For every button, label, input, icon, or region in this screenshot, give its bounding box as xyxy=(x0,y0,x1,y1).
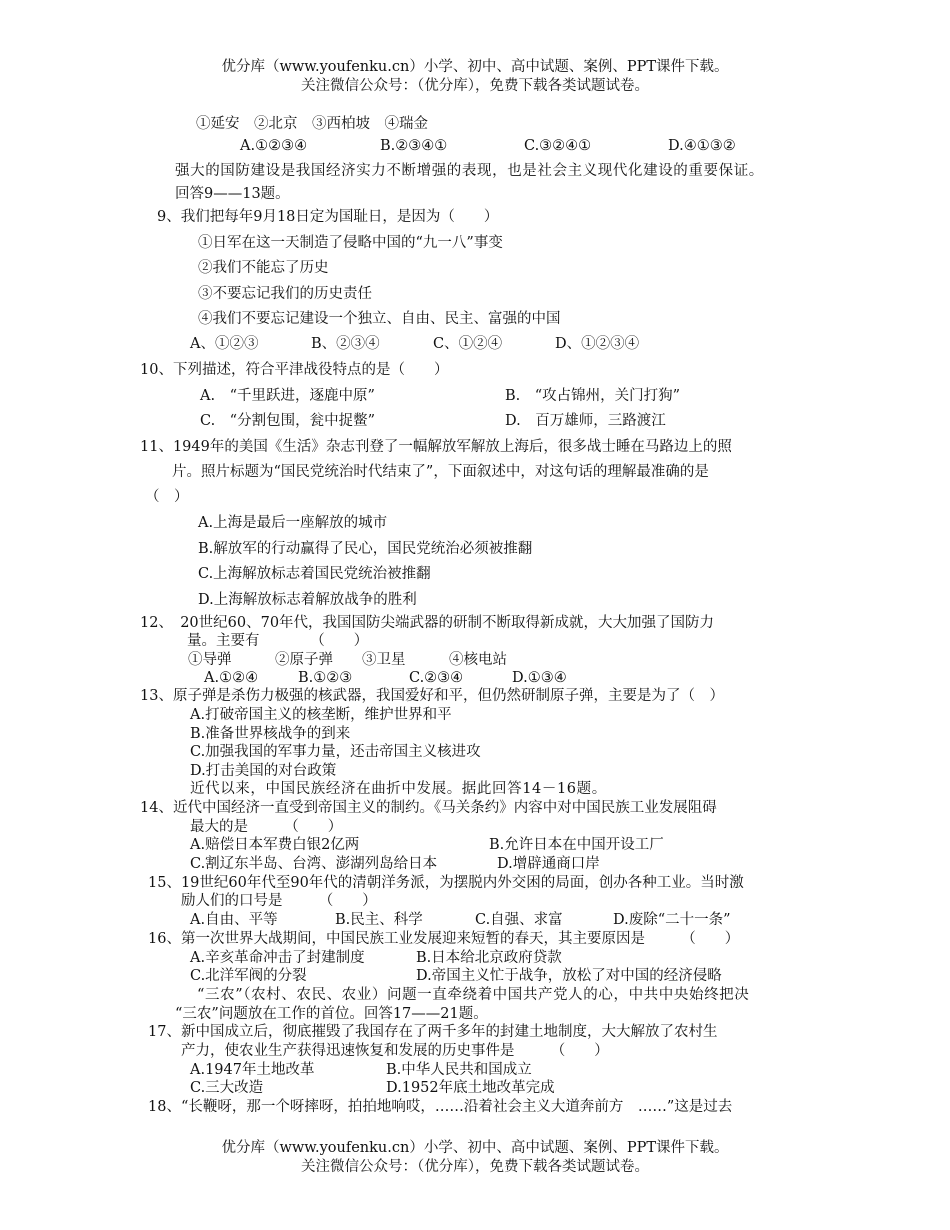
question-18-stem: 18、“长鞭呀，那一个呀摔呀，拍拍地响哎，……沿着社会主义大道奔前方 ……”这是过去 xyxy=(148,1099,733,1115)
question-12-option-c: C.②③④ xyxy=(409,670,464,686)
question-9-item-1: ①日军在这一天制造了侵略中国的“九一八”事变 xyxy=(198,235,503,251)
question-12-option-a: A.①②④ xyxy=(204,670,259,686)
question-14-stem-line-1: 14、近代中国经济一直受到帝国主义的制约。《马关条约》内容中对中国民族工业发展阻碍 xyxy=(140,800,717,816)
top-option-a: A.①②③④ xyxy=(240,138,308,154)
top-option-d: D.④①③② xyxy=(668,138,736,154)
question-11-option-d: D.上海解放标志着解放战争的胜利 xyxy=(198,592,417,608)
question-9-stem: 9、我们把每年9月18日定为国耻日，是因为（ ） xyxy=(157,209,499,225)
question-9-option-c: C、①②④ xyxy=(433,336,503,352)
top-option-b: B.②③④① xyxy=(380,138,448,154)
question-16-stem: 16、第一次世界大战期间，中国民族工业发展迎来短暂的春天，其主要原因是 （ ） xyxy=(148,931,740,947)
question-9-option-b: B、②③④ xyxy=(311,336,380,352)
intro-14-16: 近代以来，中国民族经济在曲折中发展。据此回答14－16题。 xyxy=(190,781,607,797)
question-11-option-c: C.上海解放标志着国民党统治被推翻 xyxy=(198,566,431,582)
question-17-option-b: B.中华人民共和国成立 xyxy=(386,1062,532,1078)
question-15-option-c: C.自强、求富 xyxy=(475,912,563,928)
top-items: ①延安 ②北京 ③西柏坡 ④瑞金 xyxy=(196,116,428,132)
question-9-option-d: D、①②③④ xyxy=(555,336,640,352)
question-12-items: ①导弹 ②原子弹 ③卫星 ④核电站 xyxy=(188,652,507,668)
question-9-item-2: ②我们不能忘了历史 xyxy=(198,260,329,276)
question-16-option-d: D.帝国主义忙于战争，放松了对中国的经济侵略 xyxy=(416,968,722,984)
page-header-line-1: 优分库（www.youfenku.cn）小学、初中、高中试题、案例、PPT课件下载。 xyxy=(221,59,729,75)
question-14-option-a: A.赔偿日本军费白银2亿两 xyxy=(190,837,360,853)
question-9-option-a: A、①②③ xyxy=(190,336,259,352)
intro-9-13-line-1: 强大的国防建设是我国经济实力不断增强的表现，也是社会主义现代化建设的重要保证。 xyxy=(175,163,764,179)
question-17-stem-line-1: 17、新中国成立后，彻底摧毁了我国存在了两千多年的封建土地制度，大大解放了农村生 xyxy=(148,1024,718,1040)
question-15-option-d: D.废除“二十一条” xyxy=(613,912,731,928)
question-10-stem: 10、下列描述，符合平津战役特点的是（ ） xyxy=(140,362,449,378)
question-9-item-3: ③不要忘记我们的历史责任 xyxy=(198,286,372,302)
question-10-option-c: C. “分割包围，瓮中捉鳖” xyxy=(200,413,376,429)
question-13-stem: 13、原子弹是杀伤力极强的核武器，我国爱好和平，但仍然研制原子弹，主要是为了（ ） xyxy=(140,688,724,704)
question-15-option-a: A.自由、平等 xyxy=(190,912,278,928)
question-11-stem-line-1: 11、1949年的美国《生活》杂志刊登了一幅解放军解放上海后，很多战士睡在马路边上的照 xyxy=(140,439,732,455)
page-header-line-2: 关注微信公众号：（优分库），免费下载各类试题试卷。 xyxy=(301,78,649,94)
page-footer-line-2: 关注微信公众号：（优分库），免费下载各类试题试卷。 xyxy=(301,1159,649,1175)
question-17-stem-line-2: 产力，使农业生产获得迅速恢复和发展的历史事件是 （ ） xyxy=(181,1043,609,1059)
question-12-stem-line-1: 12、 20世纪60、70年代，我国国防尖端武器的研制不断取得新成就，大大加强了国防力 xyxy=(140,615,715,631)
question-11-stem-line-3: （ ） xyxy=(145,489,189,505)
question-14-option-c: C.割辽东半岛、台湾、澎湖列岛给日本 xyxy=(190,856,438,872)
question-17-option-d: D.1952年底土地改革完成 xyxy=(386,1080,555,1096)
question-15-stem-line-1: 15、19世纪60年代至90年代的清朝洋务派，为摆脱内外交困的局面，创办各种工业。当时激 xyxy=(148,875,744,891)
question-14-option-d: D.增辟通商口岸 xyxy=(497,856,600,872)
question-14-stem-line-2: 最大的是 （ ） xyxy=(190,819,343,835)
question-10-option-b: B. “攻占锦州，关门打狗” xyxy=(505,388,681,404)
question-17-option-a: A.1947年土地改革 xyxy=(190,1062,315,1078)
intro-9-13-line-2: 回答9——13题。 xyxy=(175,186,290,202)
intro-17-21-line-1: “三农”（农村、农民、农业）问题一直牵绕着中国共产党人的心，中共中央始终把决 xyxy=(197,987,750,1003)
question-16-option-c: C.北洋军阀的分裂 xyxy=(190,968,307,984)
question-11-stem-line-2: 片。照片标题为“国民党统治时代结束了”，下面叙述中，对这句话的理解最准确的是 xyxy=(172,464,709,480)
question-10-option-a: A. “千里跃进，逐鹿中原” xyxy=(200,388,375,404)
question-11-option-a: A.上海是最后一座解放的城市 xyxy=(198,515,388,531)
top-option-c: C.③②④① xyxy=(524,138,592,154)
question-14-option-b: B.允许日本在中国开设工厂 xyxy=(489,837,664,853)
question-17-option-c: C.三大改造 xyxy=(190,1080,264,1096)
question-12-stem-line-2: 量。主要有 （ ） xyxy=(187,633,369,649)
question-9-item-4: ④我们不要忘记建设一个独立、自由、民主、富强的中国 xyxy=(198,311,561,327)
question-16-option-b: B.日本给北京政府贷款 xyxy=(416,950,562,966)
question-12-option-b: B.①②③ xyxy=(298,670,353,686)
page-footer-line-1: 优分库（www.youfenku.cn）小学、初中、高中试题、案例、PPT课件下载。 xyxy=(221,1140,729,1156)
question-13-option-c: C.加强我国的军事力量，还击帝国主义核进攻 xyxy=(190,744,481,760)
intro-17-21-line-2: “三农”问题放在工作的首位。回答17——21题。 xyxy=(175,1006,488,1022)
question-15-stem-line-2: 励人们的口号是 （ ） xyxy=(181,893,377,909)
question-11-option-b: B.解放军的行动赢得了民心，国民党统治必须被推翻 xyxy=(198,541,533,557)
question-16-option-a: A.辛亥革命冲击了封建制度 xyxy=(190,950,365,966)
question-13-option-a: A.打破帝国主义的核垄断，维护世界和平 xyxy=(190,707,452,723)
question-10-option-d: D. 百万雄师，三路渡江 xyxy=(505,413,666,429)
question-15-option-b: B.民主、科学 xyxy=(335,912,423,928)
question-12-option-d: D.①③④ xyxy=(512,670,567,686)
question-13-option-b: B.准备世界核战争的到来 xyxy=(190,726,351,742)
question-13-option-d: D.打击美国的对台政策 xyxy=(190,763,337,779)
